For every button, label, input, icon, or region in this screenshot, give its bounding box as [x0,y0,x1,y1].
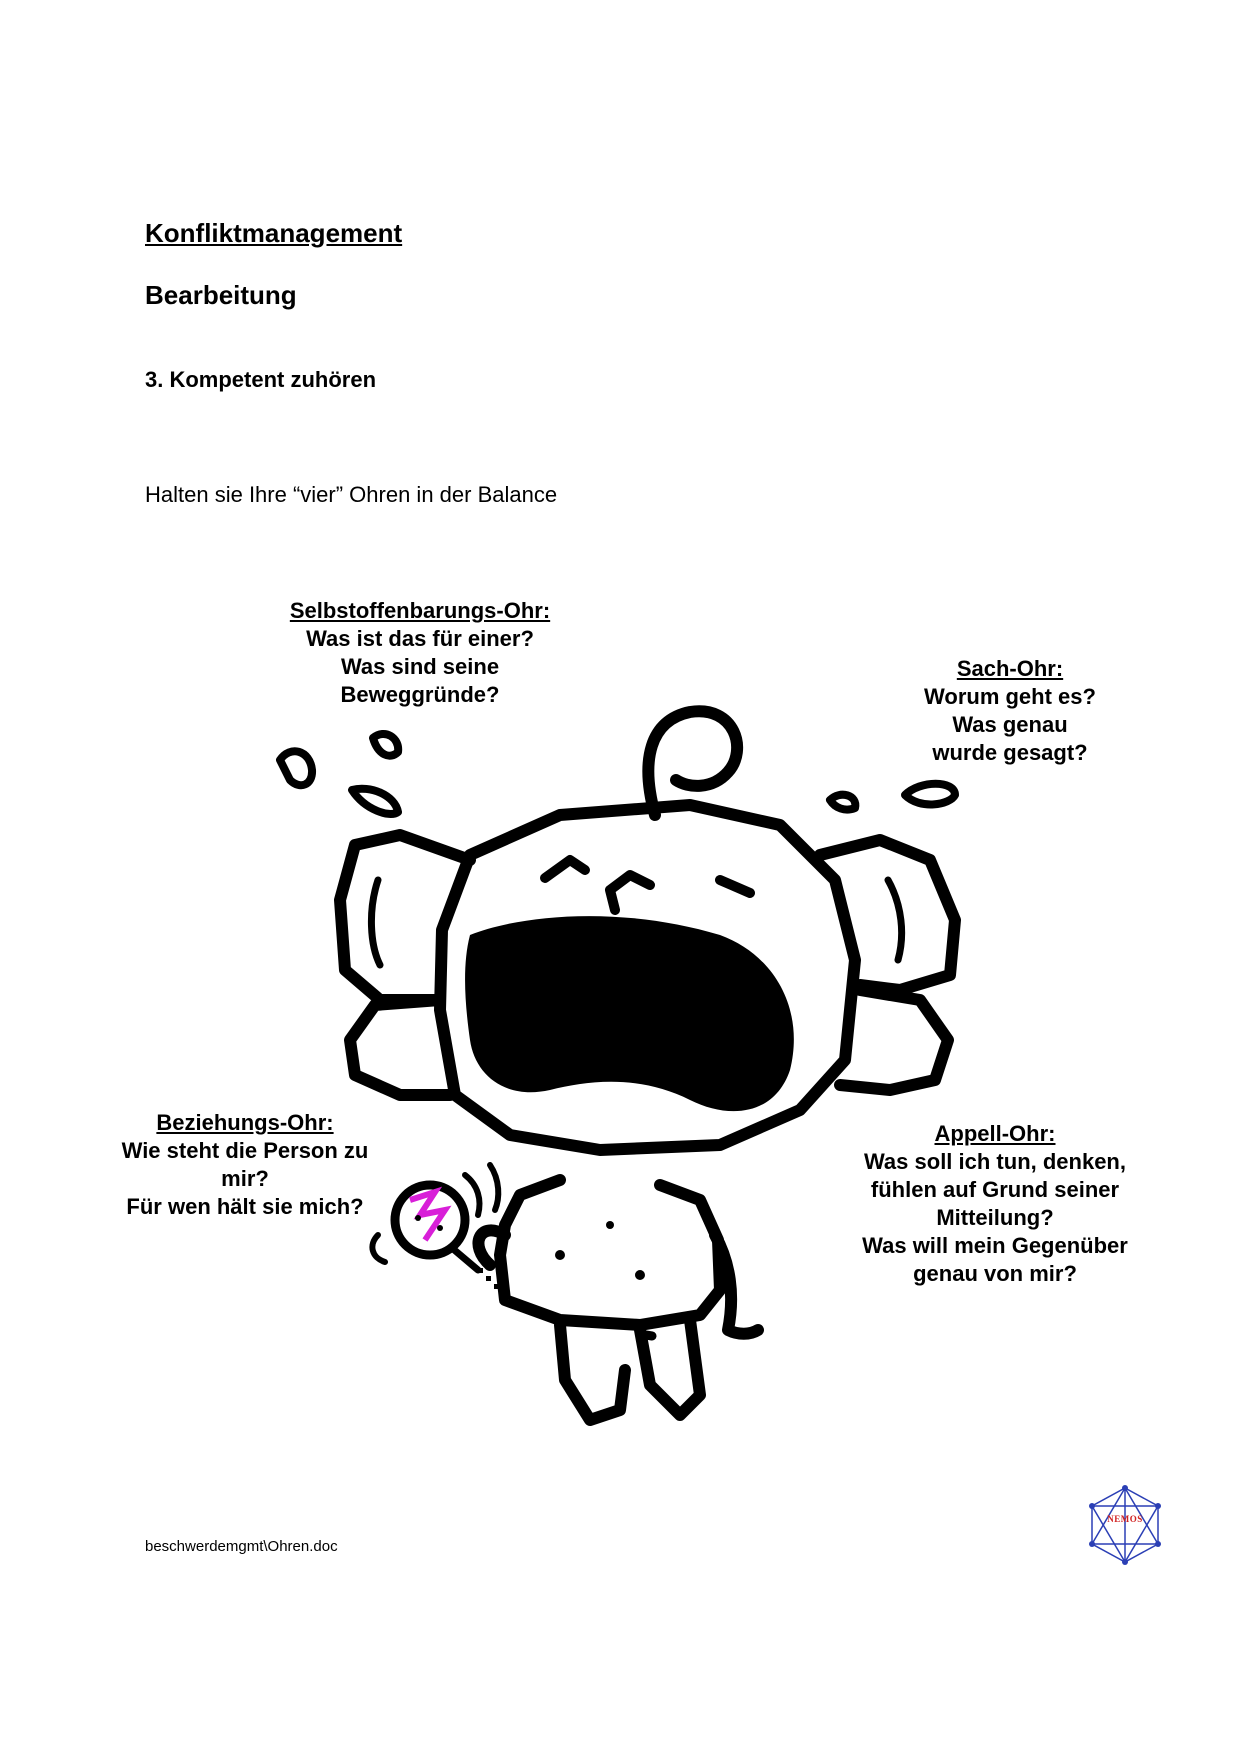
relationship-ear-line: Wie steht die Person zu [121,1138,369,1163]
relationship-ear-line: Für wen hält sie mich? [126,1194,364,1219]
appeal-ear-line: Was soll ich tun, denken, [863,1149,1126,1174]
appeal-ear-line: genau von mir? [913,1261,1077,1286]
intro-text: Halten sie Ihre “vier” Ohren in der Balance [145,482,558,507]
section-heading: 3. Kompetent zuhören [145,367,377,392]
appeal-ear-title: Appell-Ohr: [934,1121,1056,1146]
appeal-ear-text [825,1120,1165,1288]
appeal-ear-line: Was will mein Gegenüber [862,1233,1128,1258]
document-subtitle: Bearbeitung [145,280,297,310]
self-disclosure-ear-line: Beweggründe? [340,682,500,707]
factual-ear-text [880,655,1140,767]
factual-ear-line: Was genau [952,712,1068,737]
self-disclosure-ear-text [230,597,610,709]
network-logo-icon [1085,1485,1165,1565]
relationship-ear-text [70,1109,420,1221]
document-title: Konfliktmanagement [145,218,403,248]
appeal-ear-line: Mitteilung? [936,1205,1054,1230]
factual-ear-title: Sach-Ohr: [956,656,1064,681]
self-disclosure-ear-line: Was sind seine [340,654,500,679]
appeal-ear-line: fühlen auf Grund seiner [870,1177,1120,1202]
logo-wordmark: NEMOS [1107,1514,1143,1524]
factual-ear-line: Worum geht es? [924,684,1096,709]
self-disclosure-ear-line: Was ist das für einer? [306,626,534,651]
relationship-ear-title: Beziehungs-Ohr: [156,1110,334,1135]
factual-ear-line: wurde gesagt? [932,740,1088,765]
footer-filename: beschwerdemgmt\Ohren.doc [145,1538,338,1555]
self-disclosure-ear-title: Selbstoffenbarungs-Ohr: [289,598,551,623]
relationship-ear-line: mir? [221,1166,269,1191]
